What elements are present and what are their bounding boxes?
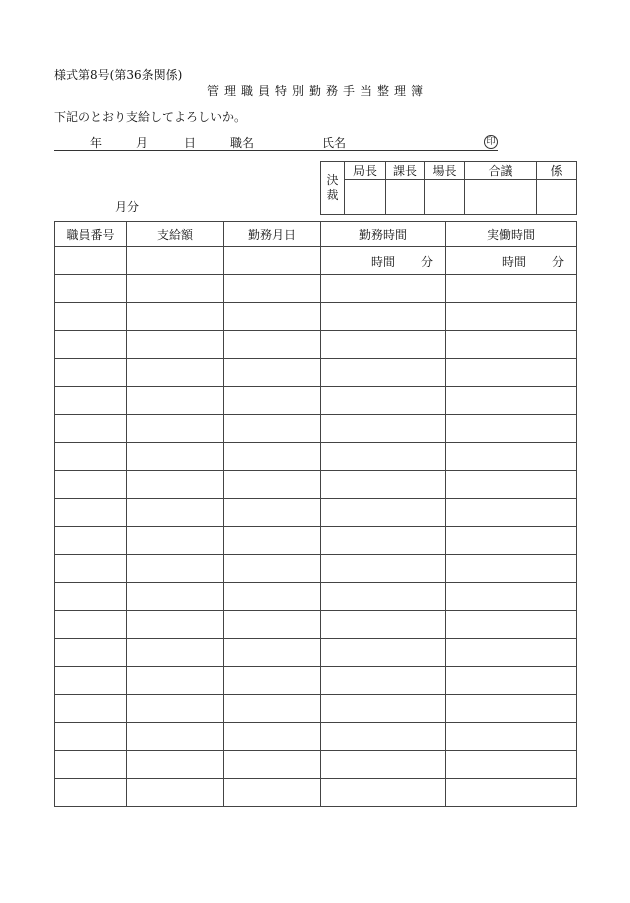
table-cell[interactable] (127, 639, 224, 667)
table-cell[interactable] (446, 471, 577, 499)
table-cell[interactable] (127, 471, 224, 499)
table-cell[interactable] (321, 639, 446, 667)
column-header-work-hours: 勤務時間 (321, 222, 446, 247)
column-header-payment-amount: 支給額 (127, 222, 224, 247)
table-cell[interactable] (224, 303, 321, 331)
table-cell[interactable] (446, 331, 577, 359)
table-cell[interactable] (321, 331, 446, 359)
table-cell[interactable] (321, 303, 446, 331)
table-cell[interactable] (224, 723, 321, 751)
table-row (55, 611, 577, 639)
table-cell[interactable] (127, 555, 224, 583)
table-cell[interactable] (446, 611, 577, 639)
table-cell[interactable] (55, 443, 127, 471)
approval-box[interactable] (425, 180, 465, 215)
table-cell[interactable] (127, 443, 224, 471)
table-cell[interactable] (224, 527, 321, 555)
table-cell[interactable] (446, 275, 577, 303)
table-cell[interactable] (55, 611, 127, 639)
time-unit-row (55, 247, 577, 275)
table-cell[interactable] (224, 443, 321, 471)
year-label: 年 (90, 136, 103, 150)
table-cell[interactable] (446, 639, 577, 667)
table-cell[interactable] (224, 779, 321, 807)
table-row (55, 555, 577, 583)
table-row (55, 723, 577, 751)
approval-header-section-chief: 課長 (386, 162, 425, 180)
table-cell[interactable] (224, 695, 321, 723)
table-row (55, 583, 577, 611)
hours-unit-label: 時間 (371, 255, 396, 269)
table-cell[interactable] (224, 359, 321, 387)
table-cell[interactable] (55, 695, 127, 723)
table-cell[interactable] (55, 779, 127, 807)
table-cell[interactable] (321, 751, 446, 779)
approval-label: 決 裁 (321, 162, 345, 215)
table-cell[interactable] (55, 751, 127, 779)
table-cell[interactable] (224, 415, 321, 443)
table-cell[interactable] (446, 499, 577, 527)
table-cell[interactable] (446, 779, 577, 807)
date-signature-line (54, 134, 498, 151)
table-cell[interactable] (321, 695, 446, 723)
actual-hours-unit-cell[interactable] (446, 247, 577, 275)
table-row (55, 779, 577, 807)
table-cell[interactable] (127, 583, 224, 611)
table-cell[interactable] (446, 415, 577, 443)
table-cell[interactable] (127, 611, 224, 639)
table-cell[interactable] (446, 527, 577, 555)
table-cell[interactable] (224, 639, 321, 667)
table-cell[interactable] (446, 387, 577, 415)
seal-mark-icon: 印 (484, 135, 498, 149)
table-cell[interactable] (127, 695, 224, 723)
table-row (55, 331, 577, 359)
table-cell[interactable] (224, 611, 321, 639)
table-cell[interactable] (446, 723, 577, 751)
day-label: 日 (184, 136, 197, 150)
table-row (55, 387, 577, 415)
table-cell[interactable] (55, 415, 127, 443)
table-cell[interactable] (127, 527, 224, 555)
table-cell[interactable] (55, 723, 127, 751)
table-cell[interactable] (55, 247, 127, 275)
table-cell[interactable] (224, 751, 321, 779)
table-cell[interactable] (127, 723, 224, 751)
form-number: 様式第8号(第36条関係) (54, 68, 183, 82)
table-cell[interactable] (321, 527, 446, 555)
table-cell[interactable] (127, 359, 224, 387)
table-row (55, 751, 577, 779)
table-row (55, 275, 577, 303)
table-cell[interactable] (321, 499, 446, 527)
approval-table (320, 161, 577, 215)
table-cell[interactable] (224, 471, 321, 499)
table-cell[interactable] (446, 667, 577, 695)
name-label: 氏名 (322, 136, 347, 150)
minutes-unit-label: 分 (552, 255, 565, 269)
table-cell[interactable] (321, 667, 446, 695)
table-cell[interactable] (321, 723, 446, 751)
table-cell[interactable] (55, 499, 127, 527)
table-row (55, 667, 577, 695)
table-cell[interactable] (55, 555, 127, 583)
table-cell[interactable] (55, 359, 127, 387)
table-cell[interactable] (55, 583, 127, 611)
table-cell[interactable] (446, 303, 577, 331)
month-period-label: 月分 (115, 200, 140, 214)
table-cell[interactable] (321, 555, 446, 583)
table-cell[interactable] (446, 555, 577, 583)
approval-box[interactable] (537, 180, 577, 215)
table-cell[interactable] (127, 387, 224, 415)
approval-header-consultation: 合議 (465, 162, 537, 180)
table-cell[interactable] (127, 499, 224, 527)
table-cell[interactable] (321, 387, 446, 415)
table-cell[interactable] (127, 247, 224, 275)
table-cell[interactable] (321, 611, 446, 639)
table-row (55, 695, 577, 723)
request-text: 下記のとおり支給してよろしいか。 (54, 110, 247, 124)
table-row (55, 443, 577, 471)
table-cell[interactable] (446, 359, 577, 387)
record-table (54, 221, 577, 807)
table-cell[interactable] (127, 779, 224, 807)
job-title-label: 職名 (230, 136, 255, 150)
column-header-actual-hours: 実働時間 (446, 222, 577, 247)
approval-box[interactable] (386, 180, 425, 215)
table-cell[interactable] (55, 639, 127, 667)
table-cell[interactable] (224, 555, 321, 583)
table-cell[interactable] (55, 303, 127, 331)
approval-header-staff: 係 (537, 162, 577, 180)
table-cell[interactable] (321, 275, 446, 303)
table-cell[interactable] (321, 779, 446, 807)
hours-unit-label: 時間 (502, 255, 527, 269)
table-cell[interactable] (224, 387, 321, 415)
table-cell[interactable] (127, 303, 224, 331)
table-cell[interactable] (55, 471, 127, 499)
table-cell[interactable] (446, 751, 577, 779)
table-cell[interactable] (55, 275, 127, 303)
month-field-label: 月 (136, 136, 149, 150)
table-row (55, 527, 577, 555)
table-row (55, 471, 577, 499)
table-cell[interactable] (321, 359, 446, 387)
table-cell[interactable] (224, 275, 321, 303)
table-cell[interactable] (55, 331, 127, 359)
table-cell[interactable] (321, 415, 446, 443)
table-cell[interactable] (127, 751, 224, 779)
column-header-work-date: 勤務月日 (224, 222, 321, 247)
approval-header-site-chief: 場長 (425, 162, 465, 180)
table-cell[interactable] (127, 667, 224, 695)
table-cell[interactable] (55, 667, 127, 695)
approval-box[interactable] (345, 180, 386, 215)
table-row (55, 303, 577, 331)
table-cell[interactable] (224, 583, 321, 611)
table-cell[interactable] (224, 247, 321, 275)
table-row (55, 639, 577, 667)
approval-header-director-general: 局長 (345, 162, 386, 180)
table-cell[interactable] (127, 331, 224, 359)
table-cell[interactable] (224, 667, 321, 695)
minutes-unit-label: 分 (421, 255, 434, 269)
table-cell[interactable] (224, 499, 321, 527)
table-cell[interactable] (446, 443, 577, 471)
table-cell[interactable] (321, 471, 446, 499)
table-cell[interactable] (127, 415, 224, 443)
table-row (55, 415, 577, 443)
table-cell[interactable] (321, 583, 446, 611)
table-cell[interactable] (446, 695, 577, 723)
table-cell[interactable] (321, 443, 446, 471)
approval-box[interactable] (465, 180, 537, 215)
table-cell[interactable] (446, 583, 577, 611)
table-cell[interactable] (55, 527, 127, 555)
work-hours-unit-cell[interactable] (321, 247, 446, 275)
table-cell[interactable] (55, 387, 127, 415)
table-cell[interactable] (224, 331, 321, 359)
document-title: 管理職員特別勤務手当整理簿 (206, 84, 428, 98)
column-header-staff-number: 職員番号 (55, 222, 127, 247)
table-row (55, 359, 577, 387)
table-row (55, 499, 577, 527)
table-cell[interactable] (127, 275, 224, 303)
